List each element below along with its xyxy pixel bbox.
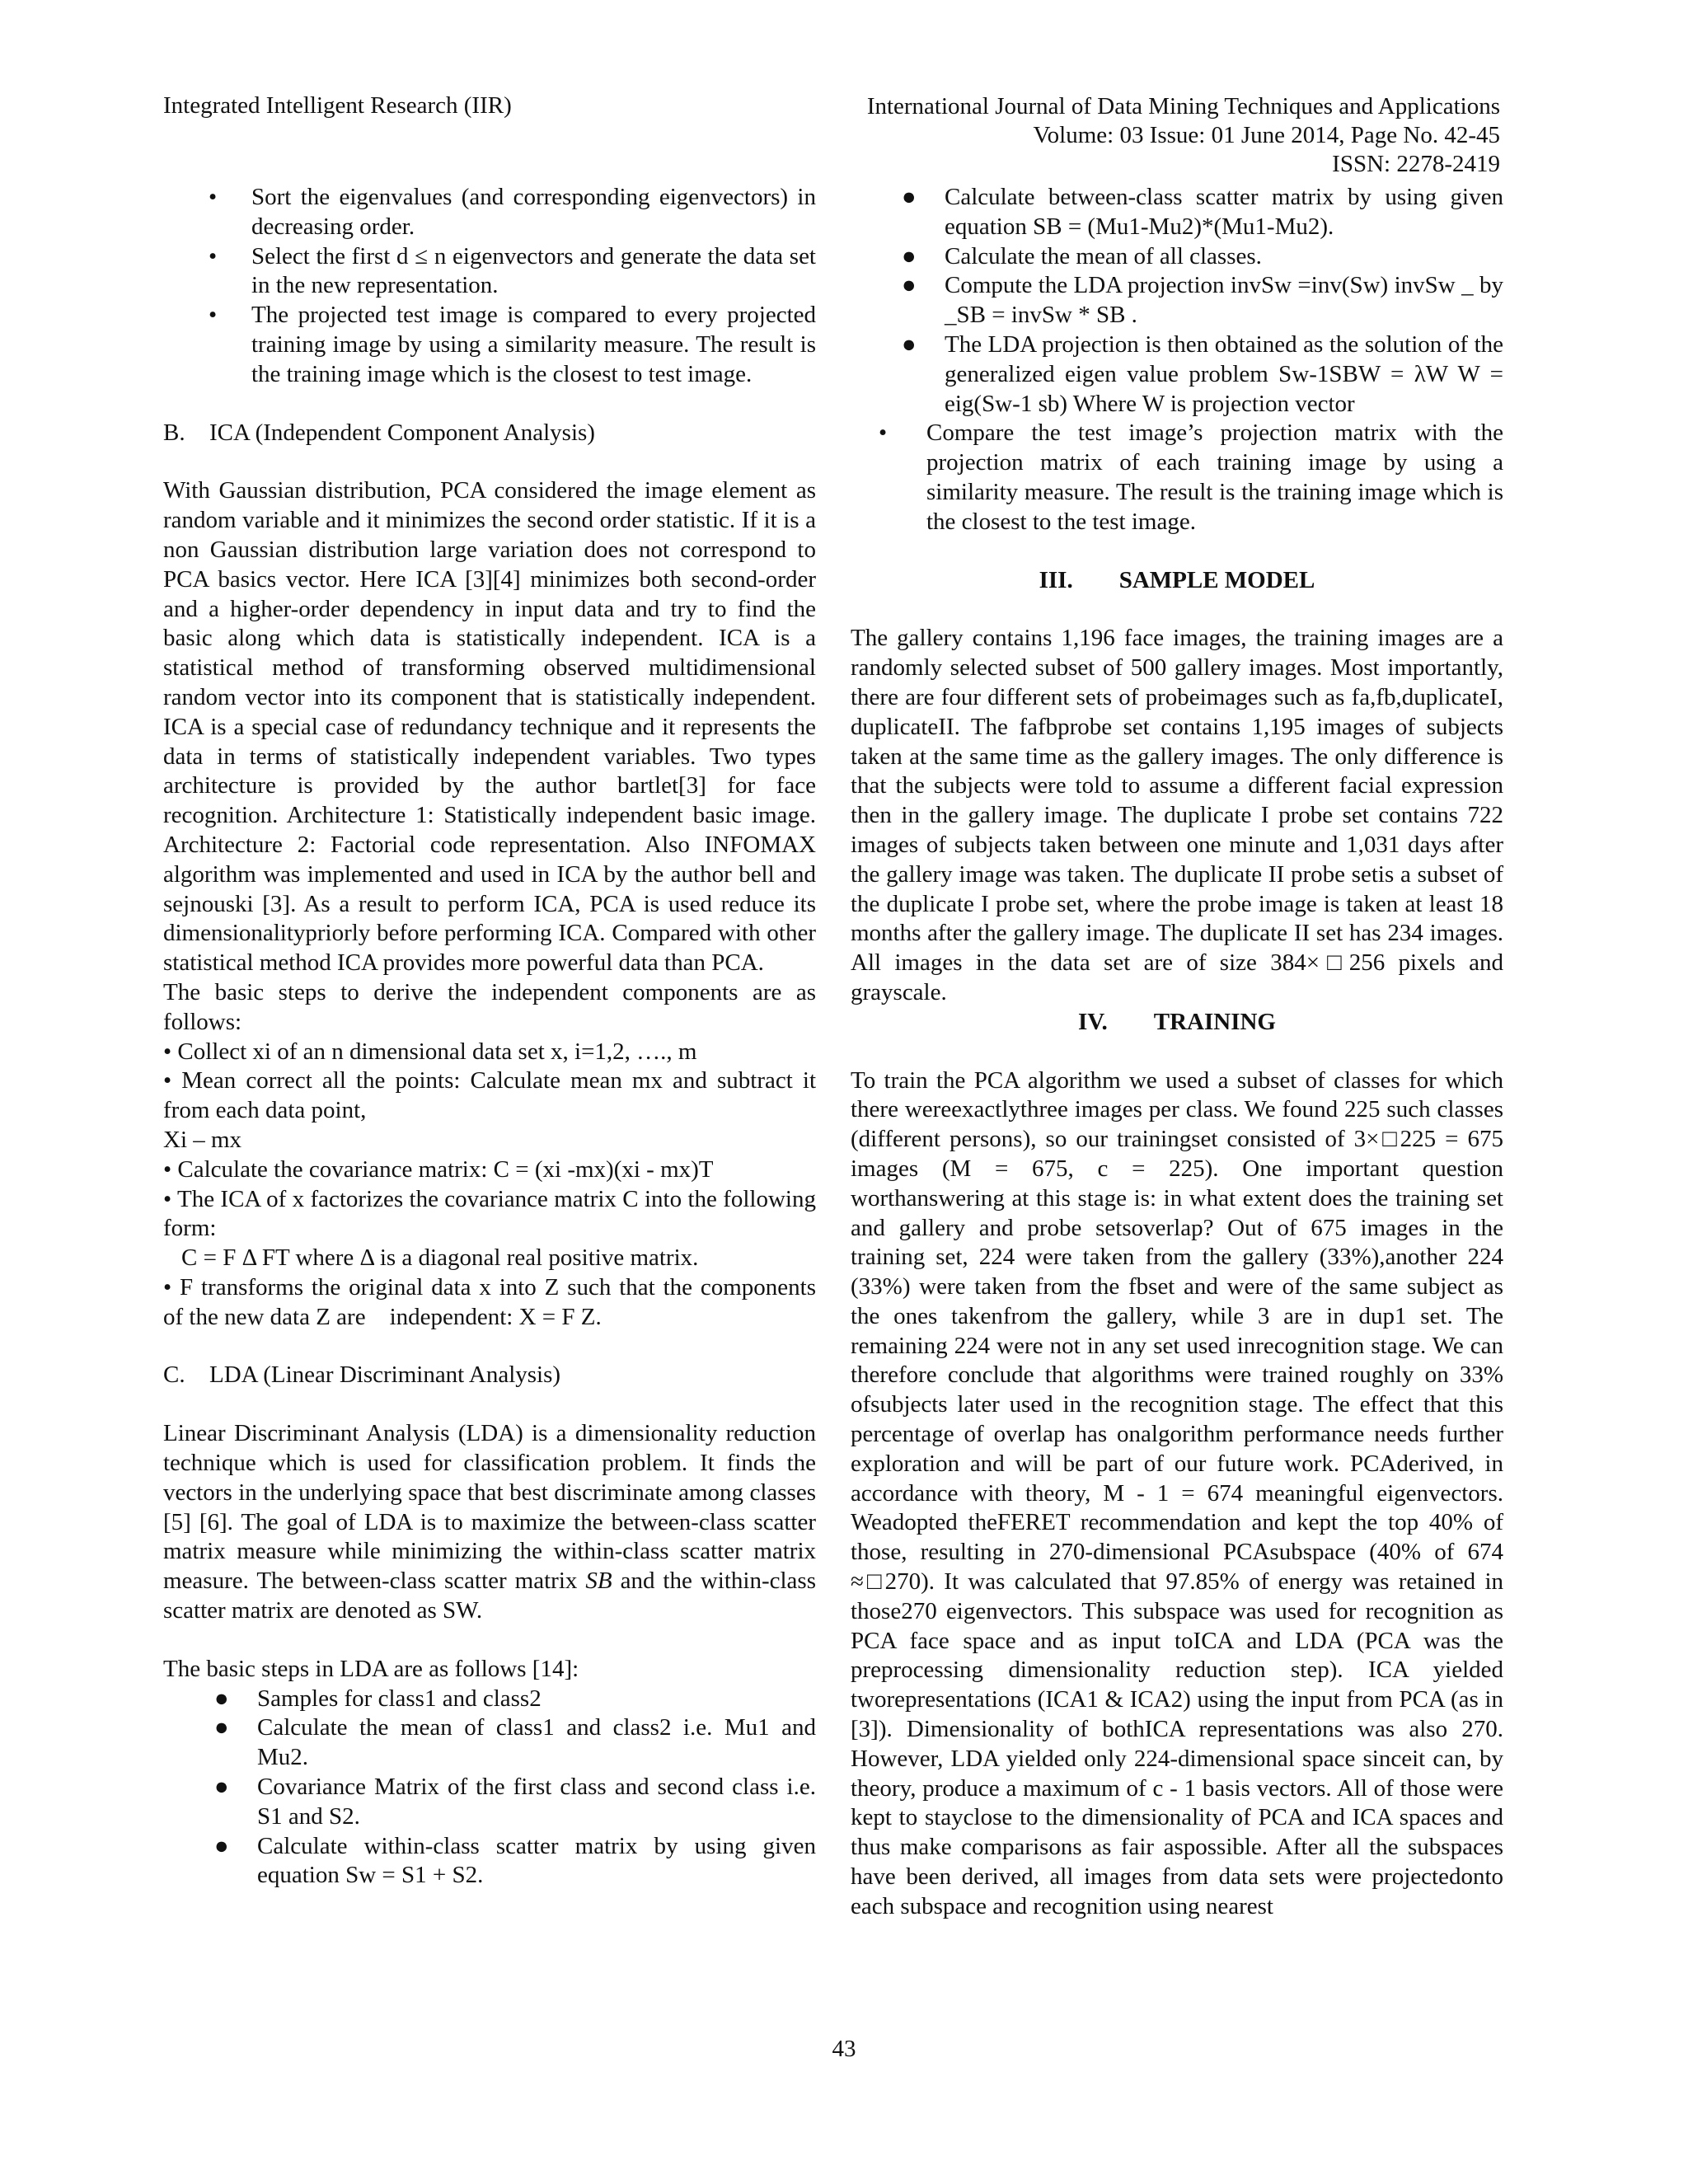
section-number: B. [163,419,185,446]
list-item-text: Sort the eigenvalues (and corresponding eigenvectors) in decreasing order. [251,184,816,240]
lda-step-covariance [214,1773,816,1832]
training-paragraph: To train the PCA algorithm we used a subset of classes for which there wereexactlythree images per class. We found 225 such classes (different persons), so our trainingset consisted of 3×□225 = 675 images (M = 675, c = 225). One important question worthanswering at this stage is: in what extent does the training set and gallery and probe setsoverlap? Out of 675 images in the training set, 224 were taken from the gallery (33%),another 224 (33%) were taken from the fbset and were of the same subject as the ones takenfrom the gallery, while 3 are in dup1 set. The remaining 224 were not in any set used inrecognition stage. We can therefore conclude that algorithms were trained roughly on 33% ofsubjects later used in the recognition stage. The effect that this percentage of overlap has onalgorithm performance needs further exploration and will be part of our future work. PCAderived, in accordance with theory, M - 1 = 674 meaningful eigenvectors. Weadopted theFERET recommendation and kept the top 40% of those, resulting in 270-dimensional PCAsubspace (40% of 674 ≈□270). It was calculated that 97.85% of energy was retained in those270 eigenvectors. This subspace was used for recognition as PCA face space and as input toICA and LDA (PCA was the preprocessing dimensionality reduction step). ICA yielded tworepresentations (ICA1 & ICA2) using the input from PCA (as in [3]). Dimensionality of bothICA representations was also 270. However, LDA yielded only 224-dimensional space sinceit can, by theory, produce a maximum of c - 1 basis vectors. All of those were kept to stayclose to the dimensionality of PCA and ICA spaces and thus make comparisons as fair aspossible. After all the subspaces have been derived, all images from data sets were projectedonto each subspace and recognition using nearest [851,1066,1503,1919]
list-item-text: Select the first d ≤ n eigenvectors and generate the data set in the new representation. [251,242,816,299]
ica-paragraph: With Gaussian distribution, PCA considered the image element as random variable and it minimizes the second order statistic. If it is a non Gaussian distribution large variation does not correspond to PCA basics vector. Here ICA [3][4] minimizes both second-order and a higher-order dependency in input data and try to find the basic along which data is statistically independent. ICA is a statistical method of transforming observed multidimensional random vector into its component that is statistically independent. ICA is a special case of redundancy technique and it represents the data in terms of statistically independent variables. Two types architecture is provided by the author bartlet[3] for face recognition. Architecture 1: Statistically independent basic image. Architecture 2: Factorial code representation. Also INFOMAX algorithm was implemented and used in ICA by the author bell and sejnouski [3]. As a result to perform ICA, PCA is used reduce its dimensionalitypriorly before performing ICA. Compared with other statistical method ICA provides more powerful data than PCA. [163,477,816,977]
pca-step-compare [209,301,816,389]
lda-step-projection [902,271,1503,330]
ica-steps-intro: The basic steps to derive the independent components are as follows: [163,978,816,1035]
lda-step-class-mean [214,1713,816,1773]
section-title: LDA (Linear Discriminant Analysis) [209,1361,561,1389]
lda-step-eigen-solution [902,330,1503,419]
ica-step-factorize-formula: C = F Δ FT where Δ is a diagonal real positive matrix. [181,1244,699,1272]
list-item-text: Compute the LDA projection invSw =inv(Sw) invSw _ by _SB = invSw * SB . [945,272,1503,329]
section-title: ICA (Independent Component Analysis) [209,419,595,446]
page-number: 43 [832,2036,856,2062]
bullet-marker: • [209,242,218,269]
bullet-marker: ● [902,184,917,210]
section-number: IV. [1078,1008,1108,1035]
list-item-text: The projected test image is compared to every projected training image by using a similarity measure. The result is the training image which is the closest to test image. [251,302,816,387]
header-volume-issue: Volume: 03 Issue: 01 June 2014, Page No. 42-45 [1033,122,1500,148]
pca-step-sort [209,183,816,242]
list-item-text: Covariance Matrix of the first class and second class i.e. S1 and S2. [257,1774,816,1830]
list-item-text: Compare the test image’s projection matrix with the projection matrix of each training image by using a similarity measure. The result is the training image which is the closest to the test image. [926,419,1503,535]
lda-paragraph-text: Linear Discriminant Analysis (LDA) is a dimensionality reduction technique which is used for classification problem. It finds the vectors in the underlying space that best discriminate among classes [5] [6]. The goal of LDA is to maximize the between-class scatter matrix measure while minimizing the within-class scatter matrix measure. The between-class scatter matrix [163,1420,816,1595]
ica-step-collect: • Collect xi of an n dimensional data set x, i=1,2, …., m [163,1038,697,1065]
bullet-marker: ● [214,1714,229,1741]
ica-step-transform: • F transforms the original data x into Z such that the components of the new data Z are independent: X = F Z. [163,1273,816,1330]
header-journal-publisher: Integrated Intelligent Research (IIR) [163,92,512,119]
ica-step-factorize: • The ICA of x factorizes the covariance matrix C into the following form: [163,1185,816,1242]
section-heading-ica [163,419,816,448]
section-title: TRAINING [1153,1008,1276,1035]
lda-step-samples [214,1685,816,1714]
lda-step-between-class [902,183,1503,242]
section-heading-sample-model [851,566,1503,596]
pca-step-select [209,242,816,302]
header-journal-title: International Journal of Data Mining Techniques and Applications [866,93,1500,120]
bullet-marker: • [879,419,888,447]
right-column [851,183,1503,1922]
lda-steps-intro: The basic steps in LDA are as follows [14]: [163,1655,579,1682]
list-item-text: Samples for class1 and class2 [257,1685,542,1712]
list-item-text: Calculate between-class scatter matrix by using given equation SB = (Mu1-Mu2)*(Mu1-Mu2). [945,184,1503,240]
bullet-marker: ● [902,242,917,269]
lda-paragraph-text: and the within-class scatter matrix are denoted as SW. [163,1568,816,1624]
bullet-marker: • [209,302,218,329]
list-item-text: Calculate the mean of class1 and class2 i.e. Mu1 and Mu2. [257,1714,816,1771]
bullet-marker: • [209,184,218,210]
bullet-marker: ● [902,272,917,299]
bullet-marker: ● [902,330,917,358]
list-item-text: Calculate the mean of all classes. [945,242,1262,269]
left-column [163,183,816,1891]
header-journal-info [676,92,1500,179]
ica-step-mean-formula: Xi – mx [163,1126,242,1153]
bullet-marker: ● [214,1774,229,1801]
section-title: SAMPLE MODEL [1118,566,1315,593]
section-number: III. [1039,566,1073,593]
section-number: C. [163,1361,185,1389]
section-heading-training [851,1008,1503,1038]
bullet-marker: ● [214,1832,229,1859]
list-item-text: Calculate within-class scatter matrix by using given equation Sw = S1 + S2. [257,1832,816,1889]
ica-step-covariance: • Calculate the covariance matrix: C = (xi -mx)(xi - mx)T [163,1155,714,1183]
list-item-text: The LDA projection is then obtained as the solution of the generalized eigen value problem Sw-1SBW = λW W = eig(Sw-1 sb) Where W is projection vector [945,330,1503,417]
lda-step-compare [879,419,1503,537]
bullet-marker: ● [214,1685,229,1712]
header-issn: ISSN: 2278-2419 [1332,151,1500,177]
sample-model-paragraph: The gallery contains 1,196 face images, the training images are a randomly selected subset of 500 gallery images. Most importantly, there are four different sets of probeimages such as fa,fb,duplicateI, duplicateII. The fafbprobe set contains 1,195 images of subjects taken at the same time as the gallery images. The only difference is that the subjects were told to assume a different facial expression then in the gallery image. The duplicate I probe set contains 722 images of subjects taken between one minute and 1,031 days after the gallery image was taken. The duplicate II probe setis a subset of the duplicate I probe set, where the probe image is taken at least 18 months after the gallery image. The duplicate II set has 234 images. All images in the data set are of size 384×□256 pixels and grayscale. [851,625,1503,1005]
lda-sb-symbol: SB [585,1568,612,1595]
lda-step-mean-all [902,242,1503,272]
lda-step-within-class [214,1832,816,1891]
lda-paragraph [163,1419,816,1626]
ica-step-mean-correct: • Mean correct all the points: Calculate mean mx and subtract it from each data point, [163,1067,816,1124]
section-heading-lda [163,1361,816,1390]
